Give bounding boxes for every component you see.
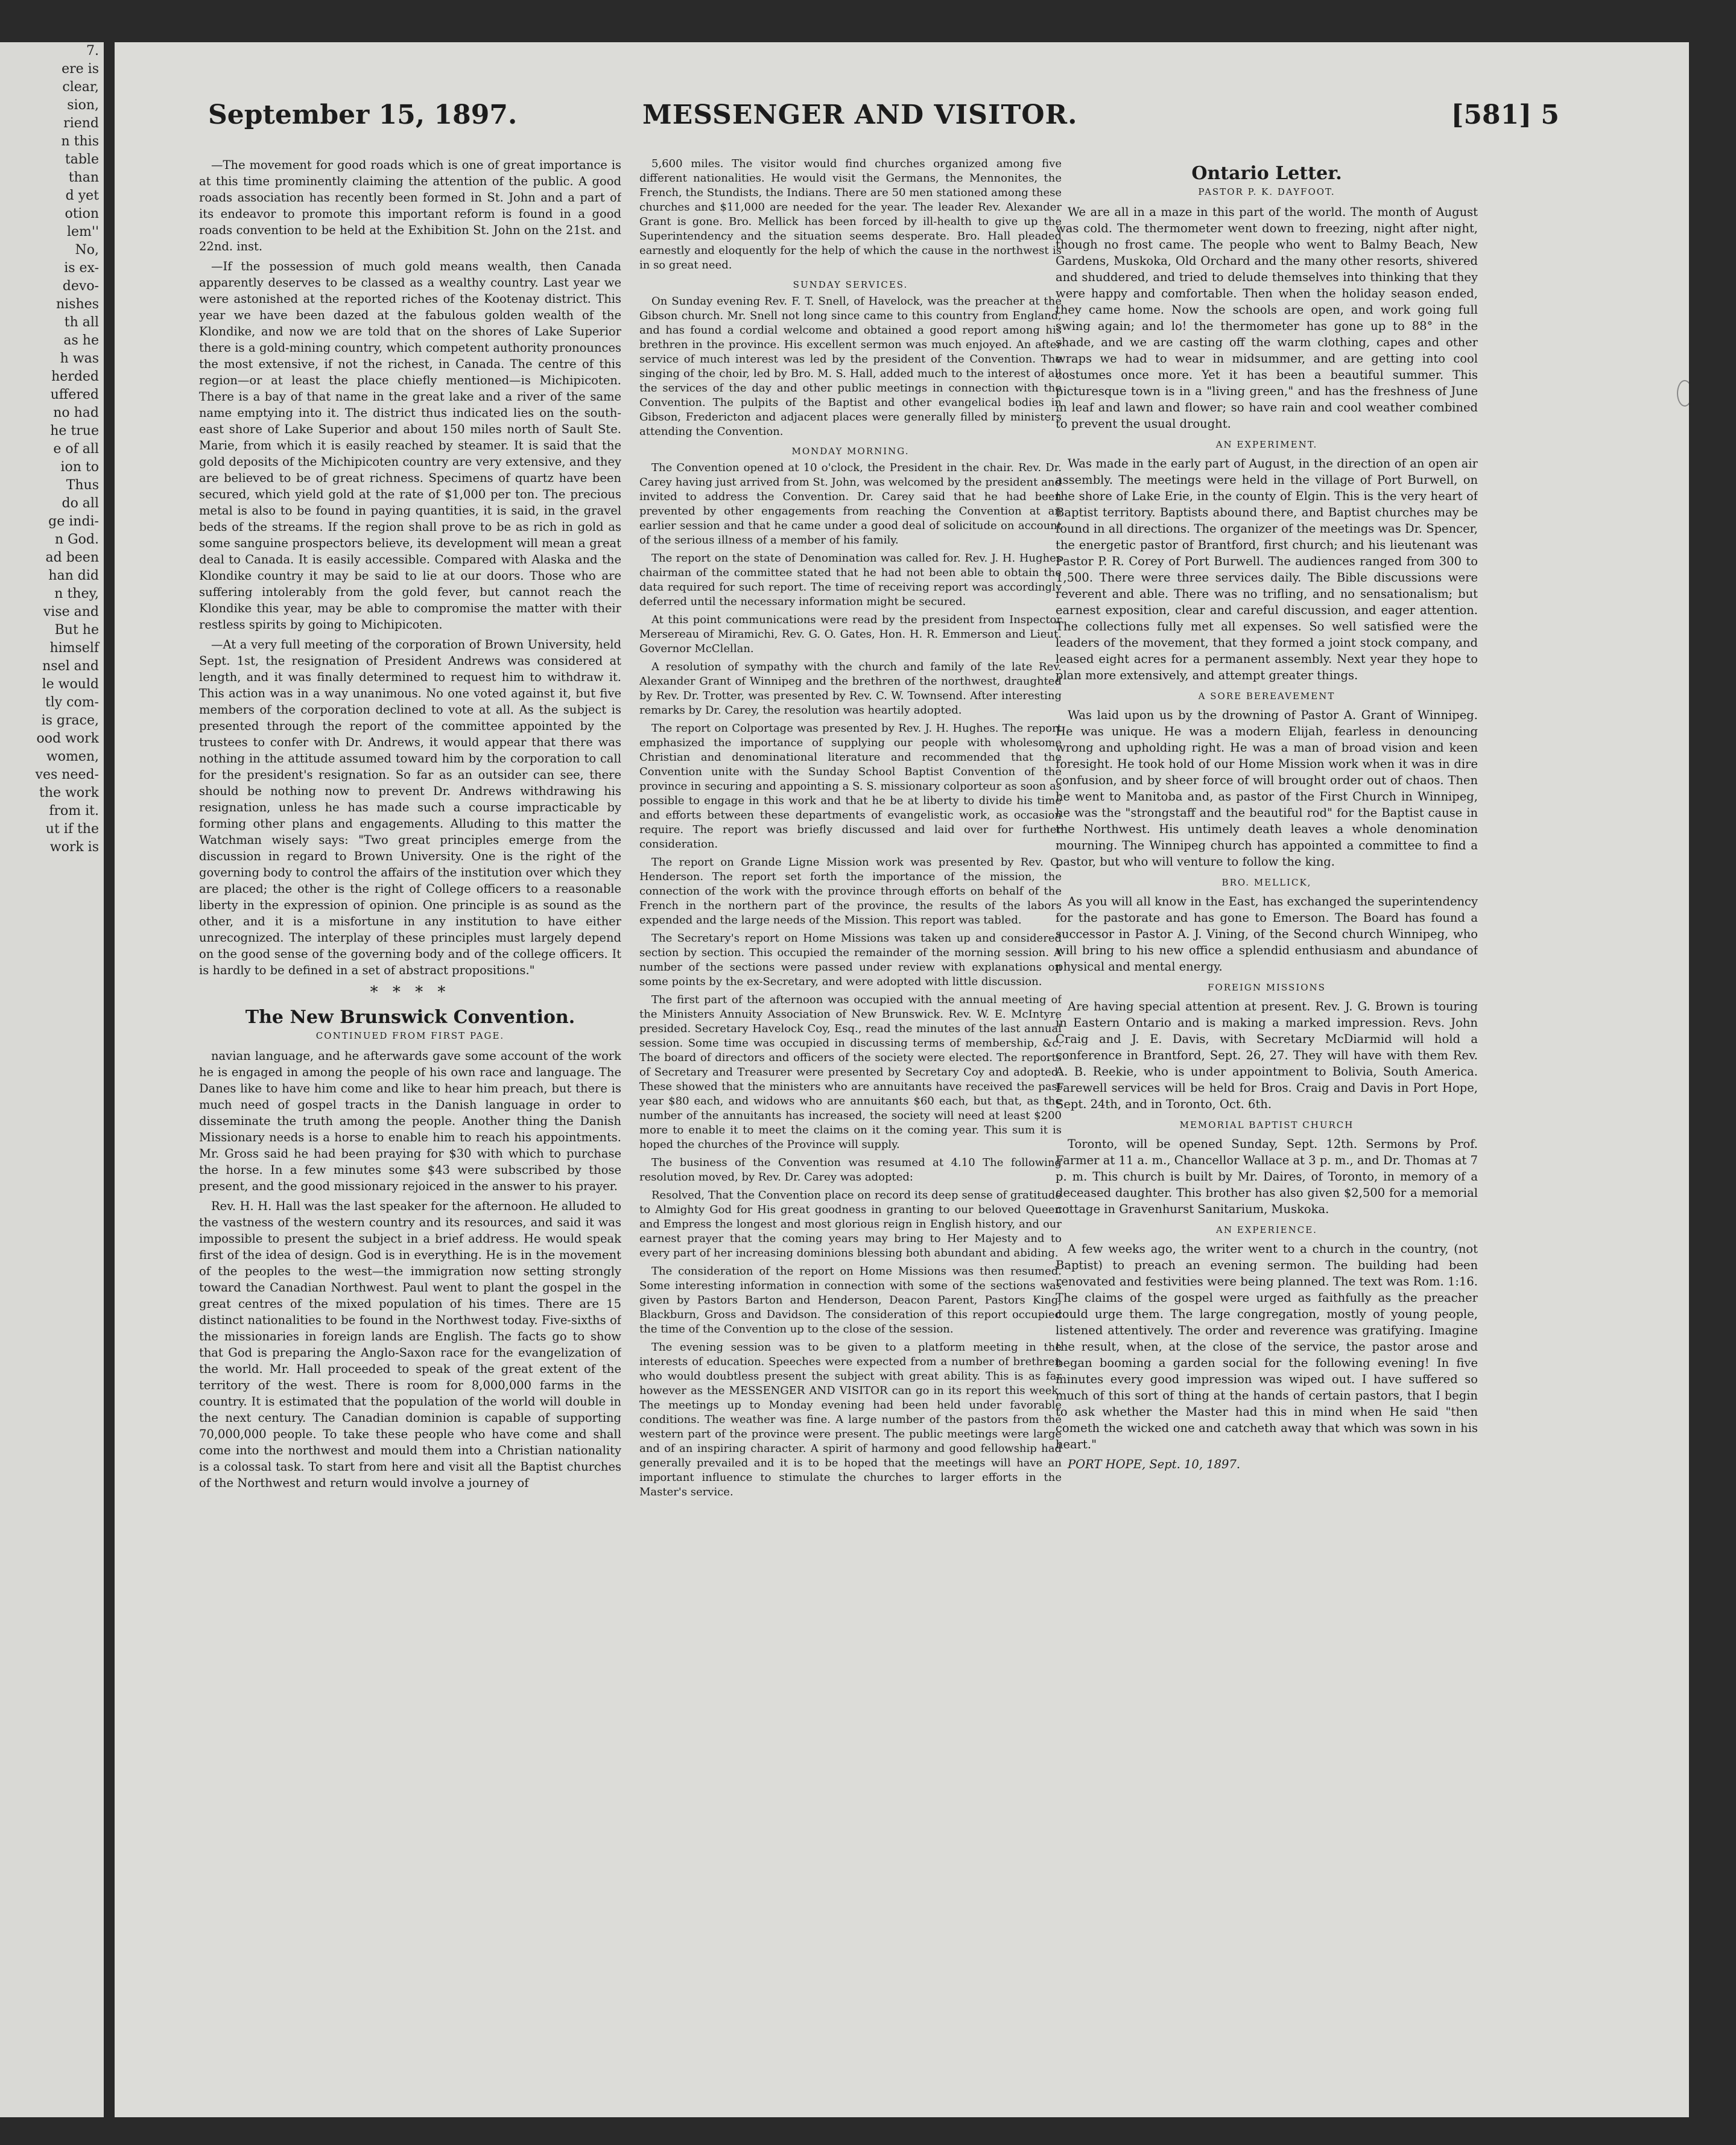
previous-page-fragment: he true: [50, 423, 99, 439]
previous-page-fragment: ves need-: [35, 767, 99, 782]
article-paragraph: The report on Grande Ligne Mission work was presented by Rev. C. Henderson. The report set forth the importance of the mission, the connection of the work with the province through efforts on behalf of the French in the northern part of the province, the results of the labors expended and the large needs of the Mission. This report was tabled.: [639, 856, 1062, 927]
previous-page-fragment: sion,: [67, 98, 99, 113]
previous-page-fragment: But he: [54, 623, 99, 638]
previous-page-fragment: the work: [39, 785, 99, 800]
previous-page-fragment: otion: [65, 206, 99, 221]
previous-page-fragment: e of all: [53, 442, 99, 457]
previous-page-fragment: No,: [75, 242, 99, 258]
article-paragraph: The report on the state of Denomination was called for. Rev. J. H. Hughes chairman of the committee stated that he had not been able to obtain the data required for such report. The time of receiving report was accordingly deferred until the necessary information might be secured.: [639, 552, 1062, 608]
page-number: [581] 5: [1451, 100, 1559, 130]
previous-page-strip: [0, 42, 104, 2117]
article-paragraph: Was laid upon us by the drowning of Pastor A. Grant of Winnipeg. He was unique. He was a modern Elijah, fearless in denouncing wrong and upholding right. He was a man of broad vision and keen foresight. He took hold of our Home Mission work when it was in dire confusion, and by sheer force of will brought order out of chaos. Then he went to Manitoba and, as pastor of the First Church in Winnipeg, he was the "strongstaff and the beautiful rod" for the Baptist cause in the Northwest. His untimely death leaves a whole denomination mourning. The Winnipeg church has appointed a committee to find a pastor, but who will venture to follow the king.: [1056, 708, 1478, 869]
previous-page-fragment: from it.: [49, 803, 99, 819]
article-paragraph: At this point communications were read by the president from Inspector Mersereau of Miramichi, Rev. G. O. Gates, Hon. H. R. Emmerson and Lieut. Governor McClellan.: [639, 613, 1062, 655]
article-paragraph: A few weeks ago, the writer went to a church in the country, (not Baptist) to preach an evening sermon. The building had been renovated and festivities were being planned. The text was Rom. 1:16. The claims of the gospel were urged as faithfully as the preacher could urge them. The large congregation, mostly of young people, listened attentively. The order and reverence was gratifying. Imagine the result, when, at the close of the service, the pastor arose and began booming a garden social for the following evening! In five minutes every good impression was wiped out. I have suffered so much of this sort of thing at the hands of certain pastors, that I begin to ask whether the Master had this in mind when He said "then cometh the wicked one and catcheth away that which was sown in his heart.": [1056, 1242, 1478, 1451]
previous-page-fragment: riend: [63, 116, 99, 131]
previous-page-fragment: n they,: [54, 586, 99, 601]
newspaper-page: [115, 42, 1689, 2117]
header-date: September 15, 1897.: [208, 100, 518, 130]
previous-page-fragment: no had: [53, 405, 99, 420]
previous-page-fragment: work is: [49, 840, 99, 855]
article-paragraph: Was made in the early part of August, in the direction of an open air assembly. The meetings were held in the village of Port Burwell, on the shore of Lake Erie, in the county of Elgin. This is the very heart of Baptist territory. Baptists abound there, and Baptist churches may be found in all directions. The organizer of the meetings was Dr. Spencer, the energetic pastor of Brantford, first church; and his lieutenant was Pastor P. R. Corey of Port Burwell. The audiences ranged from 300 to 1,500. There were three services daily. The Bible discussions were reverent and able. There was no trifling, and no sensationalism; but earnest exposition, clear and careful discussion, and eager attention. The collections fully met all expenses. So well satisfied were the leaders of the movement, that they formed a joint stock company, and leased eight acres for a permanent assembly. Next year they hope to plan more extensively, and attempt greater things.: [1056, 457, 1478, 682]
section-separator: * * * *: [370, 983, 451, 1001]
article-paragraph: navian language, and he afterwards gave some account of the work he is engaged in among the people of his own race and language. The Danes like to have him come and like to hear him preach, but there is much need of gospel tracts in the Danish language in order to disseminate the truth among the people. Another thing the Danish Missionary needs is a horse to enable him to reach his appointments. Mr. Gross said he had been praying for $30 with which to purchase the horse. In a few minutes some $43 were subscribed by those present, and the good missionary rejoiced in the answer to his prayer.: [199, 1049, 621, 1193]
previous-page-fragment: lem'': [66, 224, 99, 239]
previous-page-fragment: as he: [63, 333, 99, 348]
previous-page-fragment: uffered: [50, 387, 99, 402]
brown-university-paragraph: —At a very full meeting of the corporation of Brown University, held Sept. 1st, the resignation of President Andrews was considered at length, and it was finally determined to request him to withdraw it. This action was in a way unanimous. No one voted against it, but five members of the corporation declined to vote at all. As the subject is presented through the report of the committee appointed by the trustees to confer with Dr. Andrews, it would appear that there was nothing in the attitude assumed toward him by the corporation to call for the president's resignation. So far as an outsider can see, there should be nothing now to prevent Dr. Andrews withdrawing his resignation, unless he has made such a course impracticable by forming other plans and engagements. Alluding to this matter the Watchman wisely says: "Two great principles emerge from the discussion in regard to Brown University. One is the right of the governing body to control the affairs of the institution over which they are placed; the other is the right of College officers to a reasonable liberty in the expression of opinion. One principle is as sound as the other, and it is a misfortune in any institution to have either unrecognized. The interplay of these principles must largely depend on the good sense of the governing body and of the college officers. It is hardly to be defined in a set of abstract propositions.": [199, 638, 621, 977]
previous-page-fragment: ge indi-: [48, 514, 99, 529]
previous-page-fragment: h was: [60, 351, 99, 366]
article-paragraph: The business of the Convention was resumed at 4.10 The following resolution moved, by Rev. Dr. Carey was adopted:: [639, 1156, 1062, 1183]
previous-page-fragment: is ex-: [64, 261, 99, 276]
continued-note: CONTINUED FROM FIRST PAGE.: [315, 1030, 505, 1041]
previous-page-fragment: devo-: [62, 279, 99, 294]
subheading: FOREIGN MISSIONS: [1208, 982, 1326, 993]
masthead-title: MESSENGER AND VISITOR.: [642, 100, 1078, 130]
previous-page-fragment: le would: [42, 677, 99, 692]
article-paragraph: Rev. H. H. Hall was the last speaker for the afternoon. He alluded to the vastness of the western country and its resources, and said it was impossible to present the subject in a brief address. He would speak first of the idea of design. God is in everything. He is in the movement of the peoples to the west—the immigration now setting strongly toward the Canadian Northwest. Paul went to plant the gospel in the great centres of the mixed population of his times. There are 15 distinct nationalities to be found in the Northwest today. Five-sixths of the missionaries in foreign lands are English. The facts go to show that God is preparing the Anglo-Saxon race for the evangelization of the world. Mr. Hall proceeded to speak of the great extent of the territory of the west. There is room for 8,000,000 farms in the country. It is estimated that the population of the world will double in the next century. The Canadian dominion is capable of supporting 70,000,000 people. To take these people who have come and shall come into the northwest and mould them into a Christian nationality is a colossal task. To start from here and visit all the Baptist churches of the Northwest and return would involve a journey of: [199, 1199, 621, 1490]
article-paragraph: The consideration of the report on Home Missions was then resumed. Some interesting information in connection with some of the sections was given by Pastors Barton and Henderson, Deacon Parent, Pastors King, Blackburn, Gross and Davidson. The consideration of this report occupied the time of the Convention up to the close of the session.: [639, 1265, 1062, 1335]
column-1: [199, 157, 621, 2063]
article-paragraph: The report on Colportage was presented by Rev. J. H. Hughes. The report emphasized the importance of supplying our people with wholesome Christian and denominational literature and recommended that the Convention unite with the Sunday School Baptist Convention of the province in securing and appointing a S. S. missionary colporteur as soon as possible to engage in this work and that he be at liberty to divide his time and efforts between these departments of evangelistic work, as occasion require. The report was briefly discussed and laid over for further consideration.: [639, 722, 1062, 851]
previous-page-fragment: nishes: [56, 297, 99, 312]
previous-page-fragment: ad been: [45, 550, 99, 565]
previous-page-fragment: herded: [51, 369, 99, 384]
good-roads-paragraph: —The movement for good roads which is one of great importance is at this time prominently claiming the attention of the public. A good roads association has recently been formed in St. John and a part of its endeavor to promote this important reform is found in a good roads convention to be held at the Exhibition St. John on the 21st. and 22nd. inst.: [199, 158, 621, 253]
article-paragraph: On Sunday evening Rev. F. T. Snell, of Havelock, was the preacher at the Gibson church. Mr. Snell not long since came to this country from England, and has found a cordial welcome and obtained a good report among his brethren in the province. His excellent sermon was much enjoyed. An after service of much interest was led by the president of the Convention. The singing of the choir, led by Bro. M. S. Hall, added much to the interest of all the services of the day and other public meetings in connection with the Convention. The pulpits of the Baptist and other evangelical bodies in Gibson, Fredericton and adjacent places were generally filled by ministers attending the Convention.: [639, 295, 1062, 438]
article-paragraph: Toronto, will be opened Sunday, Sept. 12th. Sermons by Prof. Farmer at 11 a. m., Chancellor Wallace at 3 p. m., and Dr. Thomas at 7 p. m. This church is built by Mr. Daires, of Toronto, in memory of a deceased daughter. This brother has also given $2,500 for a memorial cottage in Gravenhurst Sanitarium, Muskoka.: [1056, 1137, 1478, 1216]
previous-page-fragment: n God.: [54, 532, 99, 547]
gold-paragraph: —If the possession of much gold means wealth, then Canada apparently deserves to be classed as a wealthy country. Last year we were astonished at the reported riches of the Kootenay district. This year we have been dazed at the fabulous golden wealth of the Klondike, and now we are told that on the shores of Lake Superior there is a gold-mining country, which competent authority pronounces the most extensive, if not the richest, in Canada. The centre of this region—or at least the place chiefly mentioned—is Michipicoten. There is a bay of that name in the great lake and a river of the same name emptying into it. The district thus indicated lies on the south-east shore of Lake Superior and about 150 miles north of Sault Ste. Marie, from which it is easily reached by steamer. It is said that the gold deposits of the Michipicoten country are very extensive, and they are believed to be of great richness. Specimens of quartz have been secured, which yield gold at the rate of $1,000 per ton. The precious metal is also to be found in paying quantities, it is said, in the gravel beds of the streams. If the region shall prove to be as rich in gold as some sanguine prospectors believe, its development will mean a great deal to Canada. It is easily accessible. Compared with Alaska and the Klondike country it may be said to lie at our doors. Those who are suffering intolerably from the gold fever, but cannot reach the Klondike this year, may be able to compromise the matter with their restless spirits by going to Michipicoten.: [199, 259, 621, 632]
subheading: BRO. MELLICK,: [1221, 877, 1312, 888]
previous-page-fragment: is grace,: [41, 713, 99, 728]
article-paragraph: The Convention opened at 10 o'clock, the President in the chair. Rev. Dr. Carey having just arrived from St. John, was welcomed by the president and invited to address the Convention. Dr. Carey said that he had been prevented by other engagements from reaching the Convention at an earlier session and that he came under a good deal of solicitude on account of the serious illness of a member of his family.: [639, 461, 1062, 547]
previous-page-fragments: [0, 42, 104, 857]
subheading: SUNDAY SERVICES.: [793, 279, 908, 290]
article-paragraph: The evening session was to be given to a platform meeting in the interests of education. Speeches were expected from a number of brethren who would doubtless present the subject with great ability. This is as far however as the MESSENGER AND VISITOR can go in its report this week. The meetings up to Monday evening had been held under favorable conditions. The weather was fine. A large number of the pastors from the western part of the province were present. The public meetings were large and of an inspiring character. A spirit of harmony and good fellowship had generally prevailed and it is to be hoped that the meetings will have an important influence to stimulate the churches to larger efforts in the Master's service.: [639, 1341, 1062, 1498]
previous-page-fragment: th all: [64, 315, 99, 330]
subheading: A SORE BEREAVEMENT: [1198, 691, 1335, 702]
previous-page-fragment: ut if the: [45, 822, 99, 837]
subheading: MONDAY MORNING.: [791, 446, 910, 457]
article-paragraph: As you will all know in the East, has exchanged the superintendency for the pastorate and has gone to Emerson. The Board has found a successor in Pastor A. J. Vining, of the Second church Winnipeg, who will bring to his new office a splendid enthusiasm and abundance of physical and mental energy.: [1056, 895, 1478, 974]
signature-line: PORT HOPE, Sept. 10, 1897.: [1068, 1457, 1241, 1471]
previous-page-fragment: d yet: [65, 188, 99, 203]
previous-page-fragment: vise and: [43, 604, 99, 619]
binding-hole-mark: [1677, 380, 1689, 407]
previous-page-fragment: than: [68, 170, 99, 185]
article-paragraph: The first part of the afternoon was occupied with the annual meeting of the Ministers Annuity Association of New Brunswick. Rev. W. E. McIntyre presided. Secretary Havelock Coy, Esq., read the minutes of the last annual session. Some time was occupied in discussing terms of membership, &c. The board of directors and officers of the society were elected. The reports of Secretary and Treasurer were presented by Secretary Coy and adopted. These showed that the ministers who are annuitants have received the past year $80 each, and widows who are annuitants $60 each, but that, as the number of the annuitants has increased, the society will need at least $200 more to enable it to meet the claims on it the coming year. This sum it is hoped the churches of the Province will supply.: [639, 993, 1062, 1151]
column-3: [1056, 157, 1478, 2063]
subheading: AN EXPERIENCE.: [1216, 1225, 1317, 1235]
resolution-paragraph: Resolved, That the Convention place on record its deep sense of gratitude to Almighty God for His great goodness in granting to our beloved Queen and Empress the longest and most glorious reign in English history, and our earnest prayer that the coming years may bring to Her Majesty and to every part of her increasing dominions blessing both abundant and abiding.: [639, 1189, 1062, 1259]
subheading: AN EXPERIMENT.: [1215, 439, 1318, 450]
ontario-letter-heading: Ontario Letter.: [1191, 163, 1342, 184]
previous-page-fragment: table: [65, 152, 99, 167]
subheading: MEMORIAL BAPTIST CHURCH: [1179, 1120, 1354, 1130]
article-paragraph: A resolution of sympathy with the church and family of the late Rev. Alexander Grant of Winnipeg and the brethren of the northwest, draughted by Rev. Dr. Trotter, was presented by Rev. C. W. Townsend. After interesting remarks by Dr. Carey, the resolution was heartily adopted.: [639, 661, 1062, 717]
previous-page-fragment: ion to: [60, 460, 99, 475]
previous-page-fragment: do all: [62, 496, 99, 511]
article-paragraph: 5,600 miles. The visitor would find churches organized among five different nationalities. He would visit the Germans, the Mennonites, the French, the Stundists, the Indians. There are 50 men stationed among these churches and $11,000 are needed for the year. The leader Rev. Alexander Grant is gone. Bro. Mellick has been forced by ill-health to give up the Superintendency and the situation seems desperate. Bro. Hall pleaded earnestly and eloquently for the help of which the cause in the northwest is in so great need.: [639, 157, 1062, 271]
previous-page-fragment: nsel and: [42, 659, 99, 674]
article-heading: The New Brunswick Convention.: [245, 1007, 575, 1028]
previous-page-fragment: clear,: [62, 80, 99, 95]
author-byline: PASTOR P. K. DAYFOOT.: [1198, 186, 1335, 197]
previous-page-fragment: ere is: [62, 62, 99, 77]
column-2: [639, 157, 1062, 2063]
previous-page-fragment: ood work: [36, 731, 99, 746]
previous-page-fragment: han did: [48, 568, 99, 583]
previous-page-fragment: himself: [49, 641, 99, 656]
article-paragraph: Are having special attention at present. Rev. J. G. Brown is touring in Eastern Ontario and is making a marked impression. Revs. John Craig and J. E. Davis, with Secretary McDiarmid will hold a conference in Brantford, Sept. 26, 27. They will have with them Rev. A. B. Reekie, who is under appointment to Bolivia, South America. Farewell services will be held for Bros. Craig and Davis in Port Hope, Sept. 24th, and in Toronto, Oct. 6th.: [1056, 1000, 1478, 1111]
article-paragraph: We are all in a maze in this part of the world. The month of August was cold. The thermometer went down to freezing, night after night, though no frost came. The people who went to Balmy Beach, New Gardens, Muskoka, Old Orchard and the many other resorts, shivered and shuddered, and tried to delude themselves into thinking that they were happy and comfortable. Then when the holiday season ended, they came home. Now the schools are open, and work going full swing again; and lo! the thermometer has gone up to 88° in the shade, and we are casting off the warm clothing, capes and other wraps we had to wear in midsummer, and are getting into cool costumes once more. Yet it has been a beautiful summer. This picturesque town is in a "living green," and has the freshness of June in leaf and lawn and flower; so have rain and cool weather combined to prevent the usual drought.: [1056, 205, 1478, 431]
previous-page-fragment: Thus: [66, 478, 99, 493]
previous-page-fragment: tly com-: [45, 695, 99, 710]
previous-page-fragment: n this: [61, 134, 99, 149]
page-header: [208, 100, 1559, 142]
previous-page-fragment: women,: [46, 749, 99, 764]
article-paragraph: The Secretary's report on Home Missions was taken up and considered section by section. This occupied the remainder of the morning session. A number of the sections were passed under review with explanations on some points by the ex-Secretary, and were adopted with little discussion.: [639, 932, 1062, 988]
previous-page-fragment: 7.: [86, 43, 99, 59]
